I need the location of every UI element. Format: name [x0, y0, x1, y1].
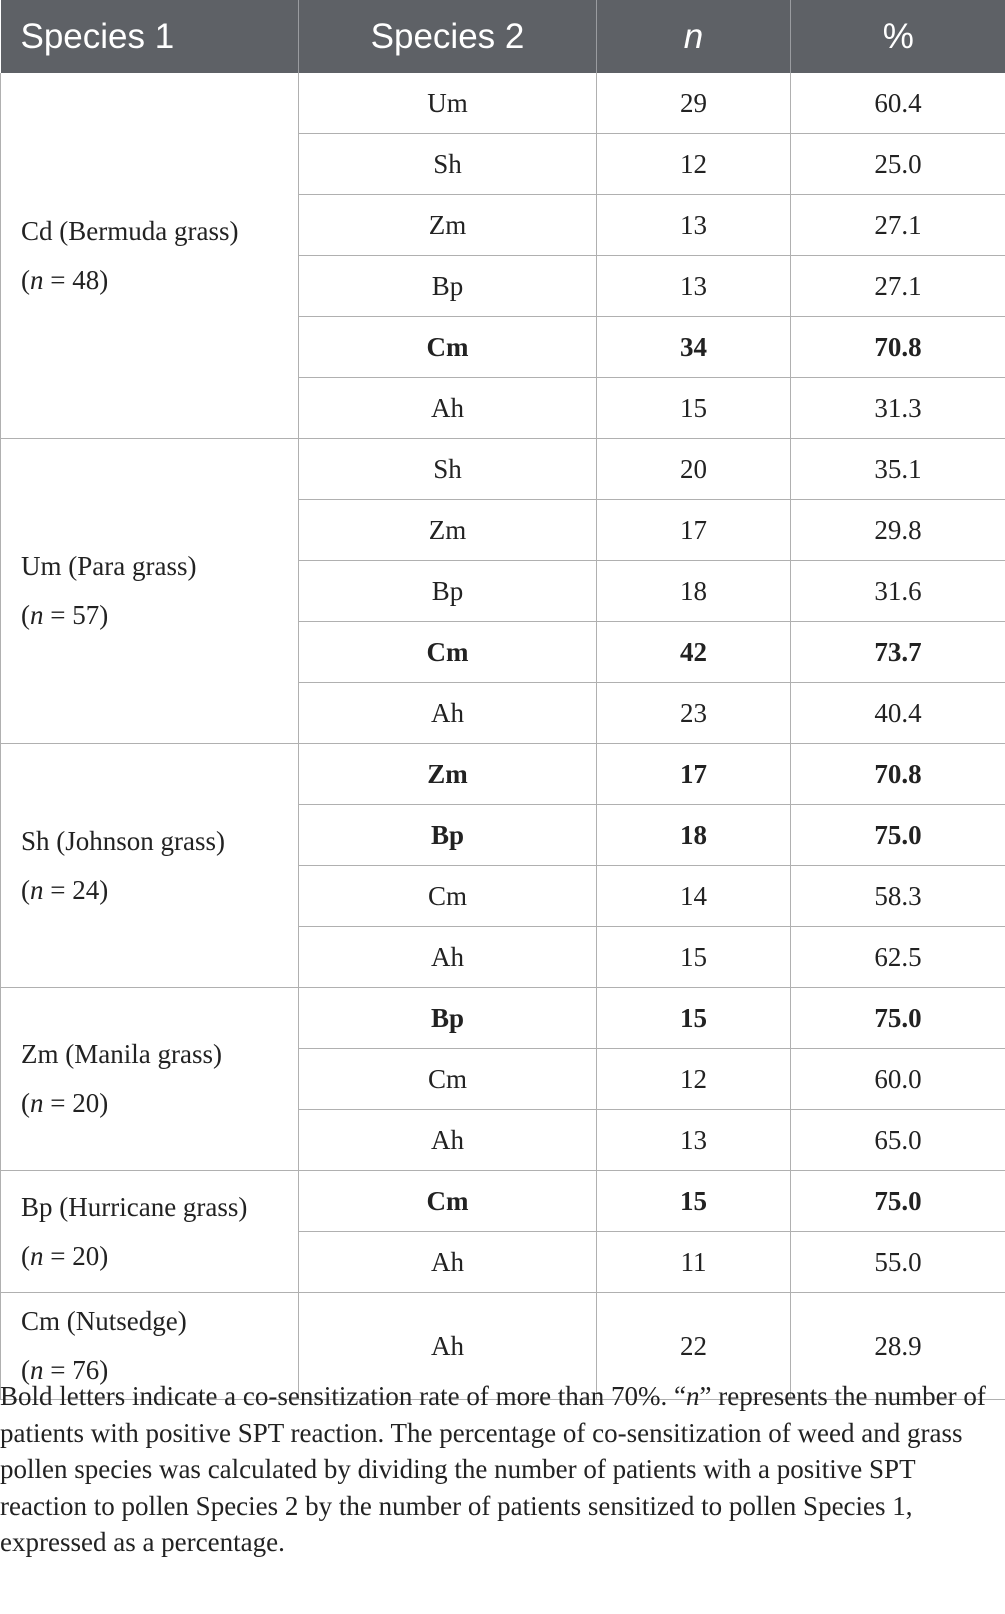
- table-row: [1, 1171, 1005, 1232]
- species-1-n-value: = 48): [43, 264, 109, 295]
- percent-cell: 25.0: [791, 134, 1005, 195]
- table-body: [1, 73, 1005, 1400]
- table-row: [1, 73, 1005, 134]
- percent-cell: 75.0: [791, 1171, 1005, 1232]
- n-cell: 42: [597, 622, 791, 683]
- n-cell: 17: [597, 500, 791, 561]
- percent-cell: 35.1: [791, 439, 1005, 500]
- table-row: [1, 988, 1005, 1049]
- species-1-n-prefix: (: [21, 1240, 30, 1271]
- footnote-part-2: ” represents the number of patients with positive SPT reaction. The percentage of co-sensitization of weed and grass pollen species was calculated by dividing the number of patients with a positive SPT reaction to pollen Species 2 by the number of patients sensitized to pollen Species 1, expressed as a percentage.: [0, 1381, 986, 1557]
- percent-cell: 31.3: [791, 378, 1005, 439]
- species-1-n-prefix: (: [21, 1355, 30, 1385]
- header-n: n: [597, 0, 791, 73]
- species-2-cell: Sh: [299, 134, 597, 195]
- percent-cell: 70.8: [791, 744, 1005, 805]
- species-2-cell: Cm: [299, 866, 597, 927]
- species-1-n-value: = 76): [43, 1355, 109, 1385]
- percent-cell: 27.1: [791, 256, 1005, 317]
- percent-cell: 65.0: [791, 1110, 1005, 1171]
- species-1-cell: [1, 988, 299, 1171]
- species-1-n-value: = 20): [43, 1240, 109, 1271]
- species-2-cell: Ah: [299, 683, 597, 744]
- species-2-cell: Zm: [299, 500, 597, 561]
- table-row: [1, 744, 1005, 805]
- species-1-cell: [1, 439, 299, 744]
- percent-cell: 27.1: [791, 195, 1005, 256]
- header-row: [1, 0, 1005, 73]
- species-1-name: Cd (Bermuda grass): [21, 215, 239, 246]
- header-species-1: Species 1: [1, 0, 299, 73]
- n-cell: 13: [597, 256, 791, 317]
- n-cell: 11: [597, 1232, 791, 1293]
- species-2-cell: Ah: [299, 927, 597, 988]
- species-1-n-label: n: [30, 1088, 44, 1118]
- species-1-n-value: = 57): [43, 600, 109, 630]
- species-2-cell: Sh: [299, 439, 597, 500]
- footnote-part-1: Bold letters indicate a co-sensitization rate of more than 70%. “: [0, 1381, 687, 1411]
- species-2-cell: Ah: [299, 1110, 597, 1171]
- n-cell: 14: [597, 866, 791, 927]
- species-1-name: Zm (Manila grass): [21, 1039, 222, 1069]
- percent-cell: 31.6: [791, 561, 1005, 622]
- species-1-cell: [1, 744, 299, 988]
- percent-cell: 60.4: [791, 73, 1005, 134]
- n-cell: 15: [597, 378, 791, 439]
- percent-cell: 55.0: [791, 1232, 1005, 1293]
- percent-cell: 60.0: [791, 1049, 1005, 1110]
- n-cell: 13: [597, 195, 791, 256]
- species-1-n-prefix: (: [21, 600, 30, 630]
- species-2-cell: Bp: [299, 988, 597, 1049]
- species-2-cell: Cm: [299, 1171, 597, 1232]
- n-cell: 23: [597, 683, 791, 744]
- species-2-cell: Ah: [299, 1293, 597, 1400]
- header-percent: %: [791, 0, 1005, 73]
- species-2-cell: Bp: [299, 561, 597, 622]
- table-header: [1, 0, 1005, 73]
- n-cell: 15: [597, 927, 791, 988]
- species-1-n-label: n: [30, 600, 44, 630]
- species-1-n-prefix: (: [21, 1088, 30, 1118]
- species-2-cell: Ah: [299, 1232, 597, 1293]
- species-1-n-prefix: (: [21, 874, 30, 905]
- percent-cell: 62.5: [791, 927, 1005, 988]
- species-2-cell: Bp: [299, 256, 597, 317]
- n-cell: 17: [597, 744, 791, 805]
- species-2-cell: Cm: [299, 317, 597, 378]
- percent-cell: 28.9: [791, 1293, 1005, 1400]
- n-cell: 13: [597, 1110, 791, 1171]
- species-1-cell: [1, 1171, 299, 1293]
- species-1-n-value: = 20): [43, 1088, 109, 1118]
- species-1-n-value: = 24): [43, 874, 109, 905]
- percent-cell: 70.8: [791, 317, 1005, 378]
- n-cell: 29: [597, 73, 791, 134]
- footnote-n-italic: n: [686, 1381, 700, 1411]
- species-2-cell: Um: [299, 73, 597, 134]
- species-2-cell: Zm: [299, 195, 597, 256]
- species-1-n-prefix: (: [21, 264, 30, 295]
- n-cell: 22: [597, 1293, 791, 1400]
- n-cell: 18: [597, 805, 791, 866]
- species-2-cell: Cm: [299, 622, 597, 683]
- species-1-n-label: n: [30, 874, 44, 905]
- species-2-cell: Bp: [299, 805, 597, 866]
- n-cell: 34: [597, 317, 791, 378]
- n-cell: 20: [597, 439, 791, 500]
- species-1-cell: [1, 73, 299, 439]
- table-row: [1, 439, 1005, 500]
- percent-cell: 58.3: [791, 866, 1005, 927]
- species-1-n-label: n: [30, 1240, 44, 1271]
- species-1-n-label: n: [30, 264, 44, 295]
- n-cell: 12: [597, 134, 791, 195]
- species-1-n-label: n: [30, 1355, 44, 1385]
- percent-cell: 73.7: [791, 622, 1005, 683]
- species-1-name: Cm (Nutsedge): [21, 1306, 187, 1336]
- species-2-cell: Cm: [299, 1049, 597, 1110]
- n-cell: 15: [597, 988, 791, 1049]
- n-cell: 15: [597, 1171, 791, 1232]
- species-1-name: Um (Para grass): [21, 551, 197, 581]
- table-footnote: [0, 1378, 1000, 1561]
- percent-cell: 75.0: [791, 988, 1005, 1049]
- percent-cell: 75.0: [791, 805, 1005, 866]
- header-species-2: Species 2: [299, 0, 597, 73]
- percent-cell: 29.8: [791, 500, 1005, 561]
- species-1-name: Bp (Hurricane grass): [21, 1191, 248, 1222]
- species-2-cell: Ah: [299, 378, 597, 439]
- n-cell: 12: [597, 1049, 791, 1110]
- percent-cell: 40.4: [791, 683, 1005, 744]
- species-1-name: Sh (Johnson grass): [21, 825, 226, 856]
- species-2-cell: Zm: [299, 744, 597, 805]
- n-cell: 18: [597, 561, 791, 622]
